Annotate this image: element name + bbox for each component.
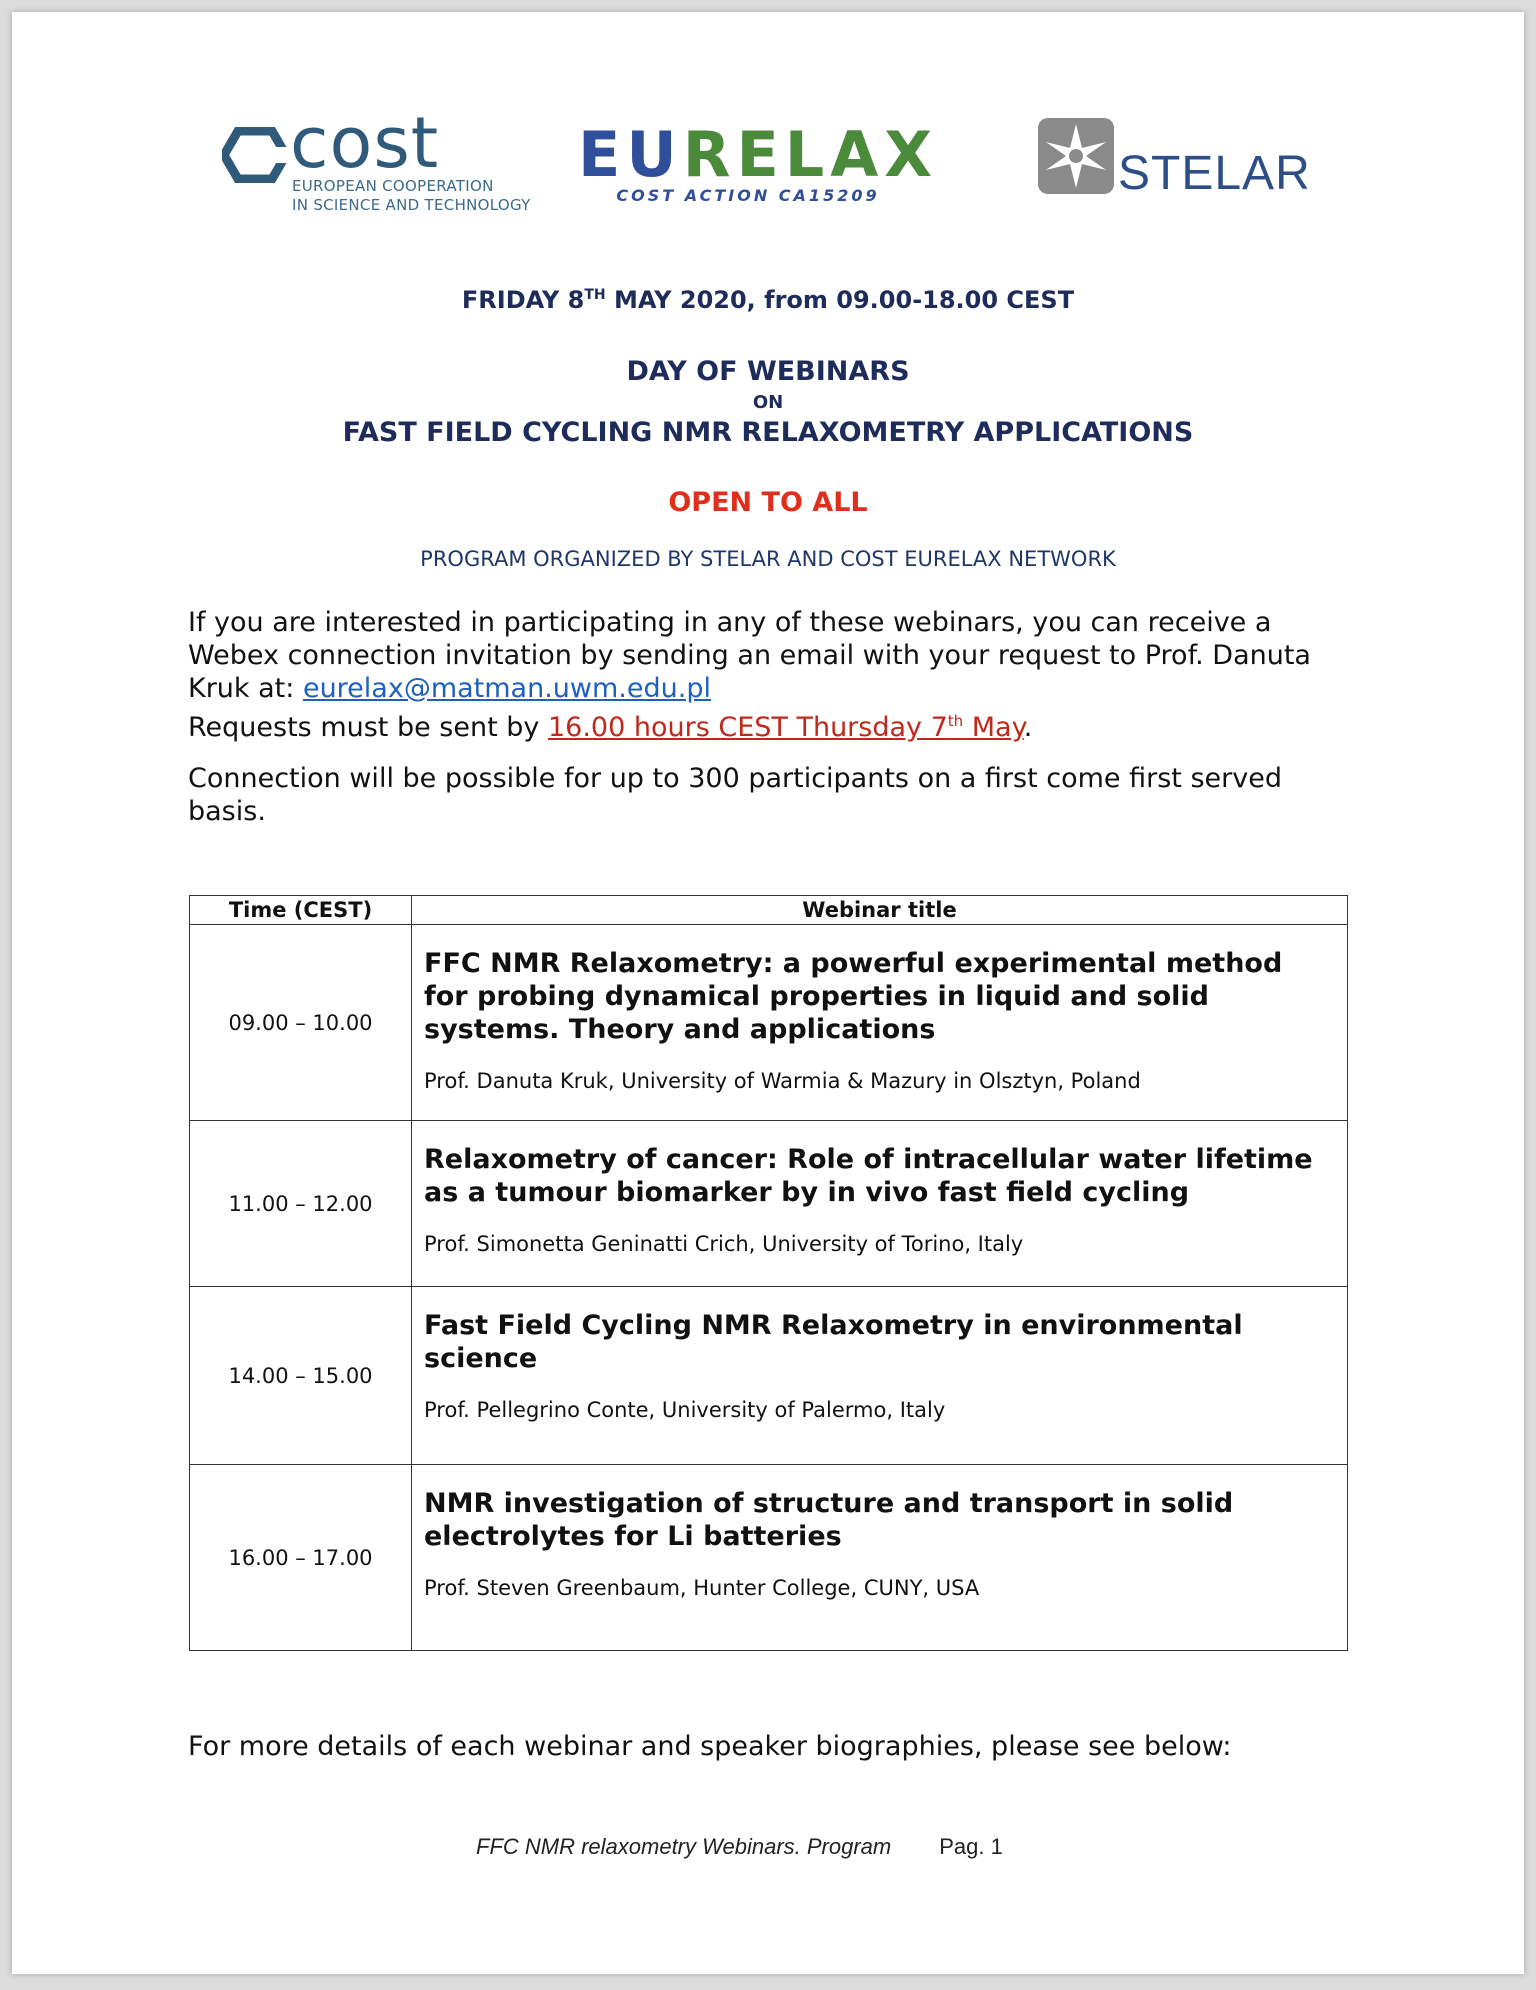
webinar-title: NMR investigation of structure and transport in solid electrolytes for Li batteries	[424, 1488, 1234, 1552]
deadline-text: Requests must be sent by	[188, 712, 548, 743]
topic-heading: FAST FIELD CYCLING NMR RELAXOMETRY APPLICATIONS	[342, 417, 1194, 448]
eurelax-wordmark	[578, 118, 939, 191]
stelar-wordmark: STELAR	[1118, 147, 1311, 200]
day-of-webinars-heading: DAY OF WEBINARS	[626, 356, 910, 387]
deadline-month: May	[963, 712, 1024, 743]
eurelax-word-green: RELAX	[682, 118, 939, 191]
open-to-all-heading: OPEN TO ALL	[668, 487, 868, 518]
row-title-cell	[412, 1287, 1348, 1465]
webinar-speaker: Prof. Pellegrino Conte, University of Palermo, Italy	[424, 1398, 946, 1422]
eurelax-logo	[578, 118, 939, 212]
row-time: 11.00 – 12.00	[190, 1121, 412, 1287]
cost-subtitle-line2: IN SCIENCE AND TECHNOLOGY	[292, 196, 531, 214]
date-superscript: TH	[584, 287, 606, 303]
footer-title: FFC NMR relaxometry Webinars. Program	[476, 1834, 892, 1859]
row-title-cell	[412, 1465, 1348, 1651]
cost-logo	[222, 102, 562, 217]
webinar-speaker: Prof. Steven Greenbaum, Hunter College, CUNY, USA	[424, 1576, 980, 1600]
stelar-star-icon	[1038, 118, 1114, 194]
event-date	[12, 286, 1524, 314]
webinar-schedule-table	[189, 895, 1348, 1651]
document-page	[12, 12, 1524, 1974]
deadline-date: 16.00 hours CEST Thursday 7	[547, 712, 948, 743]
organized-by-line: PROGRAM ORGANIZED BY STELAR AND COST EURELAX NETWORK	[420, 547, 1116, 571]
deadline-link[interactable]	[548, 712, 1024, 743]
table-row	[190, 1465, 1348, 1651]
row-time: 14.00 – 15.00	[190, 1287, 412, 1465]
header-title: Webinar title	[412, 896, 1348, 925]
capacity-paragraph: Connection will be possible for up to 300 participants on a first come first served basis.	[188, 763, 1282, 827]
contact-email-link[interactable]: eurelax@matman.uwm.edu.pl	[302, 673, 711, 704]
header-time: Time (CEST)	[190, 896, 412, 925]
table-row	[190, 1121, 1348, 1287]
deadline-period: .	[1023, 712, 1033, 743]
cost-subtitle-line1: EUROPEAN COOPERATION	[292, 177, 494, 195]
more-details-text: For more details of each webinar and speaker biographies, please see below:	[188, 1731, 1232, 1762]
row-time: 16.00 – 17.00	[190, 1465, 412, 1651]
table-header-row	[190, 896, 1348, 925]
row-title-cell	[412, 925, 1348, 1121]
webinar-title: Fast Field Cycling NMR Relaxometry in environmental science	[424, 1310, 1243, 1374]
webinar-title: FFC NMR Relaxometry: a powerful experimental method for probing dynamical properties in liquid and solid systems. Theory and applications	[424, 948, 1283, 1045]
stelar-logo	[1038, 118, 1328, 202]
intro-paragraph	[188, 606, 1368, 744]
cost-hexagon-icon	[222, 127, 288, 183]
deadline-superscript: th	[947, 712, 964, 730]
webinar-title: Relaxometry of cancer: Role of intracellular water lifetime as a tumour biomarker by in vivo fast field cycling	[424, 1144, 1313, 1208]
date-prefix: FRIDAY 8	[461, 286, 585, 314]
eurelax-subtitle: COST ACTION CA15209	[616, 186, 880, 205]
webinar-speaker: Prof. Simonetta Geninatti Crich, University of Torino, Italy	[424, 1232, 1024, 1256]
table-row	[190, 925, 1348, 1121]
webinar-speaker: Prof. Danuta Kruk, University of Warmia & Mazury in Olsztyn, Poland	[424, 1069, 1141, 1093]
row-time: 09.00 – 10.00	[190, 925, 412, 1121]
eurelax-word-blue: EU	[578, 118, 683, 191]
intro-text: If you are interested in participating in any of these webinars, you can receive a Webex connection invitation by sending an email with your request to Prof. Danuta Kruk at:	[188, 607, 1311, 704]
table-row	[190, 1287, 1348, 1465]
page-number: Pag. 1	[939, 1834, 1003, 1859]
page-footer	[476, 1834, 1003, 1860]
on-heading: ON	[752, 392, 784, 413]
cost-wordmark: cost	[290, 102, 440, 184]
row-title-cell	[412, 1121, 1348, 1287]
date-suffix: MAY 2020, from 09.00-18.00 CEST	[605, 286, 1075, 314]
cost-subtitle	[292, 177, 531, 215]
